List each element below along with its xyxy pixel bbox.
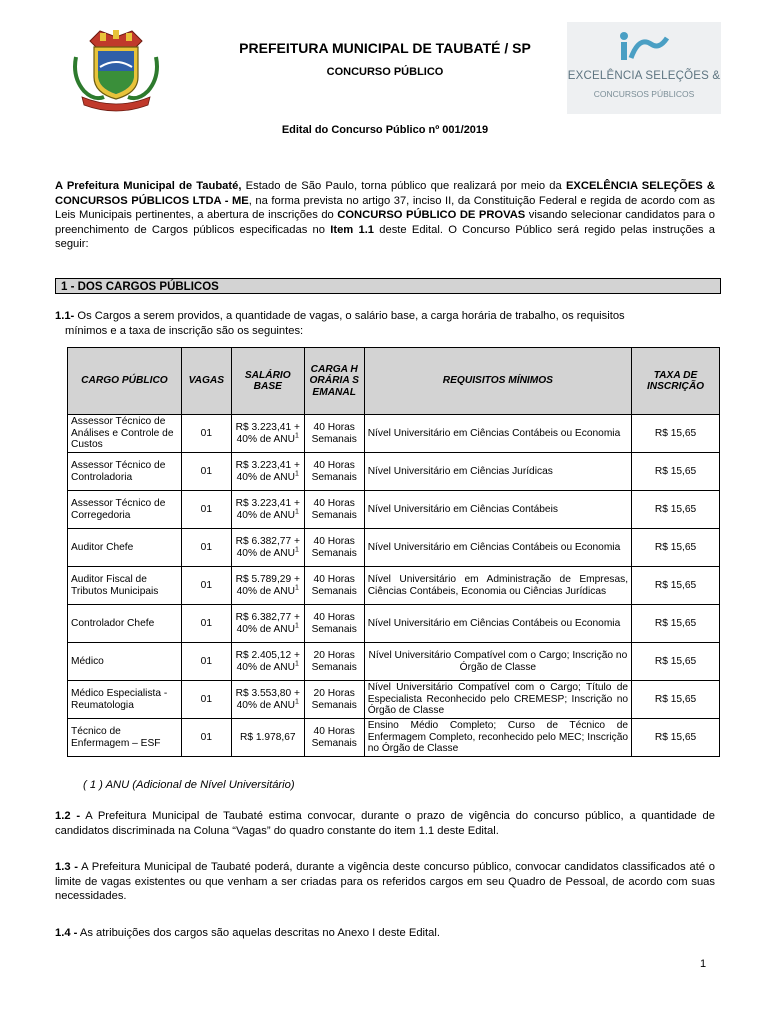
table-row bbox=[68, 453, 720, 491]
cell-salario-text: R$ 3.223,41 + 40% de ANU bbox=[235, 498, 300, 521]
table-header-row bbox=[68, 348, 720, 415]
cell-vagas bbox=[181, 529, 231, 567]
cell-vagas-text: 01 bbox=[200, 427, 212, 439]
cell-carga-text: 40 Horas Semanais bbox=[311, 536, 357, 559]
cell-salario bbox=[231, 529, 304, 567]
footnote-marker: 1 bbox=[294, 698, 299, 706]
cell-carga-text: 40 Horas Semanais bbox=[311, 498, 357, 521]
cell-requisitos bbox=[364, 643, 631, 681]
cell-vagas-text: 01 bbox=[200, 693, 212, 705]
cell-requisitos bbox=[364, 567, 631, 605]
paragraph-text: A Prefeitura Municipal de Taubaté poderá, durante a vigência deste concurso público, convocar candidatos classificados até o limite de vagas existentes ou que venham a ser criadas para os referidos cargos em seu Quadro de Pessoal, de acordo com suas necessidades. bbox=[55, 861, 715, 903]
cell-taxa-text: R$ 15,65 bbox=[654, 731, 697, 743]
cell-cargo bbox=[68, 567, 182, 605]
cell-requisitos bbox=[364, 681, 631, 719]
excelencia-logo bbox=[567, 22, 721, 114]
paragraph-number: 1.4 - bbox=[55, 927, 78, 939]
cell-carga-text: 20 Horas Semanais bbox=[311, 650, 357, 673]
cell-taxa bbox=[632, 415, 720, 453]
cell-carga-text: 40 Horas Semanais bbox=[311, 460, 357, 483]
paragraph-1-4 bbox=[55, 926, 715, 941]
section-title: 1 - DOS CARGOS PÚBLICOS bbox=[55, 278, 721, 294]
table-row bbox=[68, 605, 720, 643]
footnote-marker: 1 bbox=[294, 508, 299, 516]
page-number: 1 bbox=[700, 958, 707, 970]
cell-salario-text: R$ 6.382,77 + 40% de ANU bbox=[235, 536, 300, 559]
cell-vagas-text: 01 bbox=[200, 655, 212, 667]
cell-taxa bbox=[632, 681, 720, 719]
cell-requisitos bbox=[364, 719, 631, 757]
cell-salario bbox=[231, 491, 304, 529]
cell-cargo-text: Auditor Chefe bbox=[71, 541, 134, 553]
cell-vagas-text: 01 bbox=[200, 579, 212, 591]
footnote-marker: 1 bbox=[294, 546, 299, 554]
cell-cargo-text: Assessor Técnico de Análises e Controle de Custos bbox=[71, 416, 174, 451]
cell-carga-text: 40 Horas Semanais bbox=[311, 726, 357, 749]
cell-requisitos-text: Nível Universitário em Ciências Contábeis ou Economia bbox=[367, 541, 621, 553]
cell-taxa bbox=[632, 605, 720, 643]
cell-salario bbox=[231, 719, 304, 757]
intro-text: Estado de São Paulo, torna público que realizará por meio da bbox=[241, 180, 566, 192]
cell-carga-text: 40 Horas Semanais bbox=[311, 574, 357, 597]
cell-salario bbox=[231, 453, 304, 491]
cell-cargo bbox=[68, 491, 182, 529]
cell-carga bbox=[304, 681, 364, 719]
cell-vagas-text: 01 bbox=[200, 541, 212, 553]
col-header-cargo: CARGO PÚBLICO bbox=[68, 348, 182, 415]
cell-vagas bbox=[181, 605, 231, 643]
intro-text: visando selecionar candidatos para o preenchimento de Cargos públicos especificadas no bbox=[55, 209, 715, 236]
cell-vagas bbox=[181, 567, 231, 605]
cell-cargo bbox=[68, 719, 182, 757]
cell-requisitos-text: Nível Universitário em Ciências Contábeis ou Economia bbox=[367, 617, 621, 629]
header-subtitle: CONCURSO PÚBLICO bbox=[326, 66, 444, 78]
cell-salario bbox=[231, 415, 304, 453]
cell-requisitos bbox=[364, 529, 631, 567]
intro-text: A Prefeitura Municipal de Taubaté, bbox=[55, 180, 242, 192]
cell-vagas bbox=[181, 719, 231, 757]
cell-salario-text: R$ 3.223,41 + 40% de ANU bbox=[235, 460, 300, 483]
col-header-carga: CARGA HORÁRIA SEMANAL bbox=[304, 348, 364, 415]
cell-taxa-text: R$ 15,65 bbox=[654, 465, 697, 477]
cell-taxa-text: R$ 15,65 bbox=[654, 541, 697, 553]
cell-cargo-text: Médico bbox=[71, 655, 104, 667]
cell-vagas bbox=[181, 415, 231, 453]
cell-salario-text: R$ 2.405,12 + 40% de ANU bbox=[235, 650, 300, 673]
cell-requisitos bbox=[364, 453, 631, 491]
cell-salario bbox=[231, 567, 304, 605]
cell-taxa bbox=[632, 643, 720, 681]
table-row bbox=[68, 719, 720, 757]
cell-carga bbox=[304, 529, 364, 567]
cell-requisitos-text: Nível Universitário Compatível com o Cargo; Inscrição no Órgão de Classe bbox=[368, 650, 628, 673]
table-row bbox=[68, 643, 720, 681]
cell-cargo bbox=[68, 453, 182, 491]
cell-carga-text: 20 Horas Semanais bbox=[311, 688, 357, 711]
cell-salario-text: R$ 1.978,67 bbox=[240, 731, 296, 743]
cell-taxa-text: R$ 15,65 bbox=[654, 617, 697, 629]
paragraph-1-1 bbox=[55, 309, 715, 338]
cell-cargo-text: Auditor Fiscal de Tributos Municipais bbox=[71, 574, 159, 597]
cell-salario bbox=[231, 643, 304, 681]
paragraph-1-3 bbox=[55, 860, 715, 904]
cell-cargo bbox=[68, 529, 182, 567]
paragraph-text: As atribuições dos cargos são aquelas descritas no Anexo I deste Edital. bbox=[77, 927, 440, 939]
cell-carga bbox=[304, 605, 364, 643]
header-title: PREFEITURA MUNICIPAL DE TAUBATÉ / SP bbox=[239, 40, 531, 56]
cell-salario-text: R$ 5.789,29 + 40% de ANU bbox=[235, 574, 300, 597]
intro-company: EXCELÊNCIA SELEÇÕES & CONCURSOS PÚBLICOS LTDA - ME bbox=[55, 180, 715, 207]
cell-cargo-text: Assessor Técnico de Controladoria bbox=[71, 460, 166, 483]
intro-text: , na forma prevista no artigo 37, inciso II, da Constituição Federal e regida de acordo com as Leis Municipais pertinentes, a abertura de inscrições do bbox=[55, 194, 715, 222]
paragraph-text: A Prefeitura Municipal de Taubaté estima convocar, durante o prazo de vigência do concurso público, a quantidade de candidatos discriminada na Coluna “Vagas” do quadro constante do item 1.1 deste Edital. bbox=[55, 810, 715, 837]
cell-cargo-text: Médico Especialista - Reumatologia bbox=[71, 688, 168, 711]
cell-taxa bbox=[632, 491, 720, 529]
cell-requisitos bbox=[364, 605, 631, 643]
intro-paragraph bbox=[55, 179, 715, 252]
cell-carga bbox=[304, 719, 364, 757]
cell-vagas bbox=[181, 681, 231, 719]
cell-salario-text: R$ 3.223,41 + 40% de ANU bbox=[235, 422, 300, 445]
cell-cargo bbox=[68, 681, 182, 719]
cell-cargo-text: Assessor Técnico de Corregedoria bbox=[71, 498, 166, 521]
cell-requisitos-text: Nível Universitário em Administração de Empresas, Ciências Contábeis, Economia ou Ciências Jurídicas bbox=[367, 574, 629, 597]
footnote-marker: 1 bbox=[294, 660, 299, 668]
cell-taxa-text: R$ 15,65 bbox=[654, 503, 697, 515]
footnote-marker: 1 bbox=[294, 584, 299, 592]
cell-vagas bbox=[181, 491, 231, 529]
logo-line1: EXCELÊNCIA SELEÇÕES & bbox=[567, 70, 721, 82]
logo-line2: CONCURSOS PÚBLICOS bbox=[593, 89, 695, 99]
cell-taxa-text: R$ 15,65 bbox=[654, 427, 697, 439]
col-header-vagas: VAGAS bbox=[181, 348, 231, 415]
cell-cargo-text: Técnico de Enfermagem – ESF bbox=[71, 726, 161, 749]
cell-vagas-text: 01 bbox=[200, 731, 212, 743]
footnote-marker: 1 bbox=[294, 470, 299, 478]
intro-text: deste Edital. O Concurso Público será regido pelas instruções a seguir: bbox=[55, 223, 715, 251]
cell-carga bbox=[304, 643, 364, 681]
cell-taxa bbox=[632, 529, 720, 567]
table-row bbox=[68, 567, 720, 605]
col-header-requisitos: REQUISITOS MÍNIMOS bbox=[364, 348, 631, 415]
cell-salario-text: R$ 6.382,77 + 40% de ANU bbox=[235, 612, 300, 635]
cell-cargo bbox=[68, 415, 182, 453]
footnote-marker: 1 bbox=[294, 622, 299, 630]
cell-requisitos-text: Ensino Médio Completo; Curso de Técnico de Enfermagem Completo, reconhecido pelo MEC; Inscrição no Órgão de Classe bbox=[367, 720, 629, 755]
cell-carga bbox=[304, 453, 364, 491]
cell-salario bbox=[231, 605, 304, 643]
cell-vagas-text: 01 bbox=[200, 617, 212, 629]
intro-concurso: CONCURSO PÚBLICO DE PROVAS bbox=[337, 209, 526, 222]
cell-requisitos-text: Nível Universitário em Ciências Contábeis ou Economia bbox=[367, 427, 621, 439]
edital-title: Edital do Concurso Público nº 001/2019 bbox=[281, 124, 489, 136]
cell-carga-text: 40 Horas Semanais bbox=[311, 422, 357, 445]
paragraph-number: 1.3 - bbox=[55, 861, 79, 873]
cell-taxa bbox=[632, 453, 720, 491]
cell-requisitos bbox=[364, 415, 631, 453]
municipal-crest bbox=[70, 27, 162, 113]
cell-salario bbox=[231, 681, 304, 719]
cell-carga-text: 40 Horas Semanais bbox=[311, 612, 357, 635]
cell-vagas-text: 01 bbox=[200, 465, 212, 477]
paragraph-number: 1.2 - bbox=[55, 810, 81, 822]
footnote: ( 1 ) ANU (Adicional de Nível Universitário) bbox=[83, 779, 295, 791]
cell-taxa-text: R$ 15,65 bbox=[654, 693, 697, 705]
cell-vagas bbox=[181, 643, 231, 681]
cell-carga bbox=[304, 415, 364, 453]
table-row bbox=[68, 415, 720, 453]
table-row bbox=[68, 491, 720, 529]
cell-carga bbox=[304, 567, 364, 605]
cell-taxa-text: R$ 15,65 bbox=[654, 655, 697, 667]
cell-requisitos-text: Nível Universitário Compatível com o Cargo; Título de Especialista Reconhecido pelo CREMESP; Inscrição no Órgão de Classe bbox=[367, 682, 629, 717]
cell-requisitos bbox=[364, 491, 631, 529]
cell-requisitos-text: Nível Universitário em Ciências Contábeis bbox=[367, 503, 558, 515]
table-row bbox=[68, 529, 720, 567]
paragraph-number: 1.1- bbox=[55, 310, 75, 322]
col-header-taxa: TAXA DE INSCRIÇÃO bbox=[632, 348, 720, 415]
table-row bbox=[68, 681, 720, 719]
cell-cargo bbox=[68, 605, 182, 643]
cargos-table bbox=[67, 347, 720, 757]
col-header-salario: SALÁRIO BASE bbox=[231, 348, 304, 415]
cell-vagas-text: 01 bbox=[200, 503, 212, 515]
cell-taxa bbox=[632, 567, 720, 605]
cell-taxa bbox=[632, 719, 720, 757]
paragraph-1-2 bbox=[55, 809, 715, 838]
footnote-marker: 1 bbox=[294, 432, 299, 440]
cell-cargo-text: Controlador Chefe bbox=[71, 617, 155, 629]
cell-carga bbox=[304, 491, 364, 529]
intro-item-ref: Item 1.1 bbox=[330, 223, 375, 236]
paragraph-text: mínimos e a taxa de inscrição são os seguintes: bbox=[65, 324, 304, 337]
cell-vagas bbox=[181, 453, 231, 491]
cell-taxa-text: R$ 15,65 bbox=[654, 579, 697, 591]
cell-requisitos-text: Nível Universitário em Ciências Jurídicas bbox=[367, 465, 553, 477]
cell-cargo bbox=[68, 643, 182, 681]
paragraph-text: Os Cargos a serem providos, a quantidade de vagas, o salário base, a carga horária de trabalho, os requisitos bbox=[74, 310, 625, 322]
cell-salario-text: R$ 3.553,80 + 40% de ANU bbox=[235, 688, 300, 711]
